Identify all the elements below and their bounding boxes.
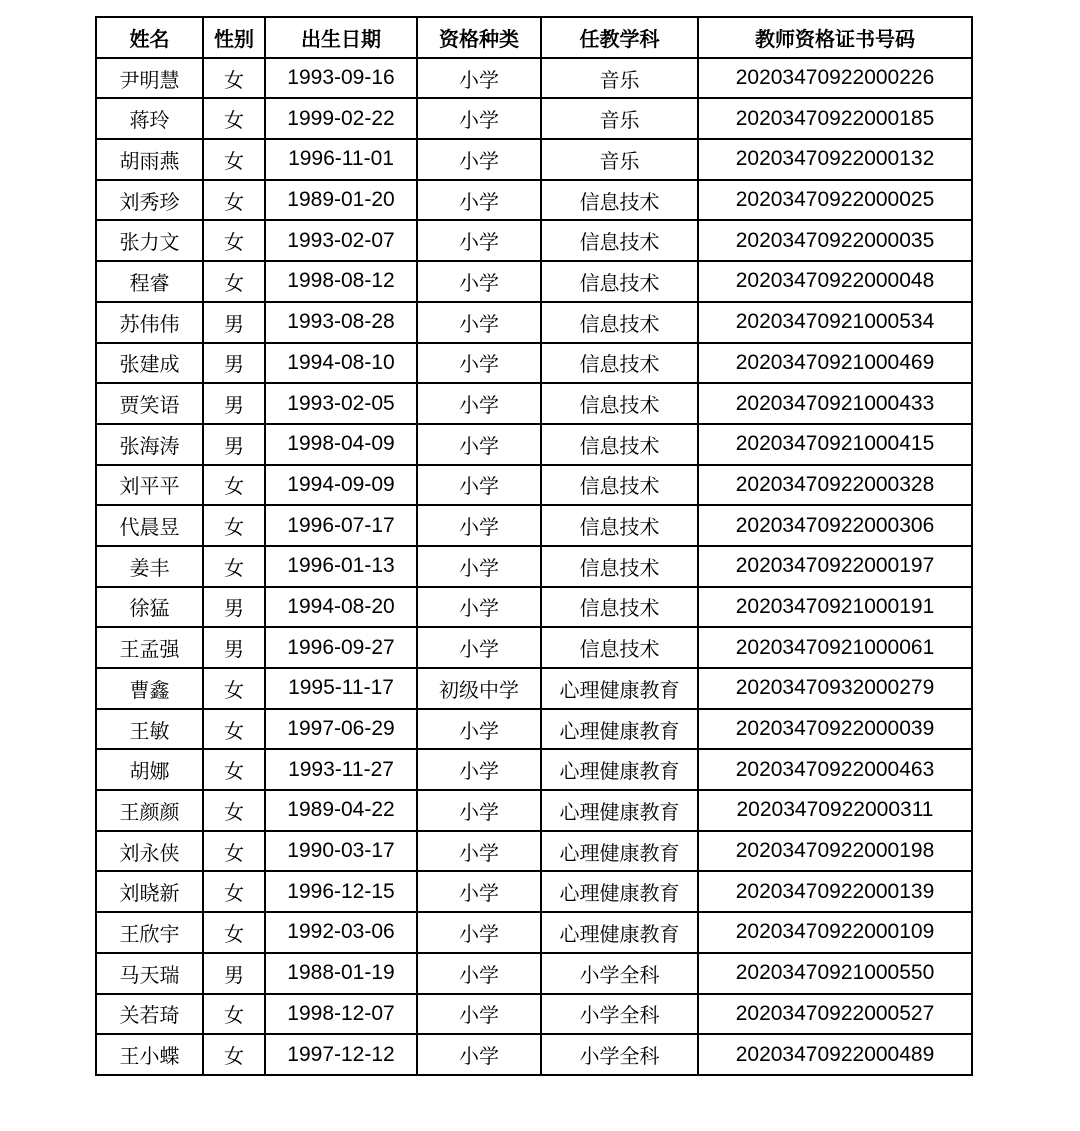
- gender-cell: 男: [203, 424, 265, 465]
- certificate-number-cell: 20203470922000139: [698, 871, 972, 912]
- qualification-type-cell: 小学: [417, 709, 541, 750]
- name-cell: 胡娜: [96, 749, 203, 790]
- table-row: [96, 180, 972, 221]
- name-cell: 王敏: [96, 709, 203, 750]
- teacher-certificate-table: [95, 16, 973, 1076]
- name-cell: 马天瑞: [96, 953, 203, 994]
- subject-cell: 信息技术: [541, 587, 698, 628]
- gender-cell: 女: [203, 58, 265, 99]
- table-row: [96, 220, 972, 261]
- table-row: [96, 749, 972, 790]
- certificate-number-cell: 20203470922000489: [698, 1034, 972, 1075]
- subject-cell: 信息技术: [541, 465, 698, 506]
- table-row: [96, 871, 972, 912]
- qualification-type-cell: 小学: [417, 302, 541, 343]
- table-row: [96, 994, 972, 1035]
- certificate-number-cell: 20203470922000048: [698, 261, 972, 302]
- header-subject: 任教学科: [541, 17, 698, 58]
- certificate-number-cell: 20203470922000025: [698, 180, 972, 221]
- certificate-number-cell: 20203470921000534: [698, 302, 972, 343]
- birth-date-cell: 1996-07-17: [265, 505, 417, 546]
- certificate-number-cell: 20203470922000197: [698, 546, 972, 587]
- certificate-number-cell: 20203470922000109: [698, 912, 972, 953]
- gender-cell: 女: [203, 546, 265, 587]
- table-row: [96, 627, 972, 668]
- table-row: [96, 546, 972, 587]
- qualification-type-cell: 小学: [417, 343, 541, 384]
- name-cell: 王小蝶: [96, 1034, 203, 1075]
- birth-date-cell: 1993-02-07: [265, 220, 417, 261]
- gender-cell: 男: [203, 627, 265, 668]
- certificate-number-cell: 20203470922000226: [698, 58, 972, 99]
- subject-cell: 小学全科: [541, 994, 698, 1035]
- gender-cell: 女: [203, 790, 265, 831]
- certificate-number-cell: 20203470922000527: [698, 994, 972, 1035]
- birth-date-cell: 1993-08-28: [265, 302, 417, 343]
- gender-cell: 女: [203, 98, 265, 139]
- birth-date-cell: 1989-01-20: [265, 180, 417, 221]
- name-cell: 张建成: [96, 343, 203, 384]
- subject-cell: 心理健康教育: [541, 831, 698, 872]
- birth-date-cell: 1988-01-19: [265, 953, 417, 994]
- name-cell: 王颜颜: [96, 790, 203, 831]
- gender-cell: 女: [203, 912, 265, 953]
- name-cell: 关若琦: [96, 994, 203, 1035]
- birth-date-cell: 1998-12-07: [265, 994, 417, 1035]
- birth-date-cell: 1999-02-22: [265, 98, 417, 139]
- table-row: [96, 424, 972, 465]
- table-row: [96, 1034, 972, 1075]
- subject-cell: 信息技术: [541, 180, 698, 221]
- certificate-number-cell: 20203470921000191: [698, 587, 972, 628]
- table-row: [96, 465, 972, 506]
- gender-cell: 女: [203, 139, 265, 180]
- qualification-type-cell: 小学: [417, 790, 541, 831]
- subject-cell: 音乐: [541, 58, 698, 99]
- name-cell: 刘晓新: [96, 871, 203, 912]
- gender-cell: 女: [203, 831, 265, 872]
- table-row: [96, 98, 972, 139]
- birth-date-cell: 1990-03-17: [265, 831, 417, 872]
- table-row: [96, 953, 972, 994]
- subject-cell: 信息技术: [541, 261, 698, 302]
- name-cell: 张力文: [96, 220, 203, 261]
- birth-date-cell: 1993-02-05: [265, 383, 417, 424]
- subject-cell: 音乐: [541, 98, 698, 139]
- qualification-type-cell: 小学: [417, 180, 541, 221]
- birth-date-cell: 1998-08-12: [265, 261, 417, 302]
- name-cell: 刘秀珍: [96, 180, 203, 221]
- subject-cell: 信息技术: [541, 505, 698, 546]
- header-qualification-type: 资格种类: [417, 17, 541, 58]
- gender-cell: 女: [203, 180, 265, 221]
- birth-date-cell: 1994-08-10: [265, 343, 417, 384]
- qualification-type-cell: 小学: [417, 831, 541, 872]
- certificate-number-cell: 20203470922000306: [698, 505, 972, 546]
- subject-cell: 小学全科: [541, 953, 698, 994]
- subject-cell: 心理健康教育: [541, 749, 698, 790]
- name-cell: 张海涛: [96, 424, 203, 465]
- table-header: [96, 17, 972, 58]
- qualification-type-cell: 小学: [417, 953, 541, 994]
- table-row: [96, 58, 972, 99]
- subject-cell: 信息技术: [541, 546, 698, 587]
- birth-date-cell: 1994-09-09: [265, 465, 417, 506]
- gender-cell: 女: [203, 465, 265, 506]
- qualification-type-cell: 小学: [417, 220, 541, 261]
- qualification-type-cell: 小学: [417, 98, 541, 139]
- name-cell: 蒋玲: [96, 98, 203, 139]
- qualification-type-cell: 小学: [417, 871, 541, 912]
- subject-cell: 心理健康教育: [541, 912, 698, 953]
- certificate-number-cell: 20203470922000328: [698, 465, 972, 506]
- name-cell: 曹鑫: [96, 668, 203, 709]
- certificate-number-cell: 20203470922000035: [698, 220, 972, 261]
- gender-cell: 女: [203, 994, 265, 1035]
- header-birth-date: 出生日期: [265, 17, 417, 58]
- subject-cell: 信息技术: [541, 383, 698, 424]
- certificate-number-cell: 20203470922000039: [698, 709, 972, 750]
- gender-cell: 女: [203, 505, 265, 546]
- birth-date-cell: 1989-04-22: [265, 790, 417, 831]
- gender-cell: 女: [203, 1034, 265, 1075]
- table-row: [96, 831, 972, 872]
- table-row: [96, 261, 972, 302]
- gender-cell: 男: [203, 343, 265, 384]
- qualification-type-cell: 小学: [417, 627, 541, 668]
- qualification-type-cell: 初级中学: [417, 668, 541, 709]
- qualification-type-cell: 小学: [417, 749, 541, 790]
- qualification-type-cell: 小学: [417, 994, 541, 1035]
- table-row: [96, 139, 972, 180]
- header-name: 姓名: [96, 17, 203, 58]
- table-row: [96, 505, 972, 546]
- gender-cell: 女: [203, 709, 265, 750]
- header-certificate-number: 教师资格证书号码: [698, 17, 972, 58]
- certificate-number-cell: 20203470922000311: [698, 790, 972, 831]
- gender-cell: 男: [203, 953, 265, 994]
- header-row: [96, 17, 972, 58]
- table-row: [96, 709, 972, 750]
- birth-date-cell: 1995-11-17: [265, 668, 417, 709]
- gender-cell: 女: [203, 220, 265, 261]
- birth-date-cell: 1994-08-20: [265, 587, 417, 628]
- qualification-type-cell: 小学: [417, 465, 541, 506]
- birth-date-cell: 1993-09-16: [265, 58, 417, 99]
- name-cell: 代晨昱: [96, 505, 203, 546]
- birth-date-cell: 1996-09-27: [265, 627, 417, 668]
- qualification-type-cell: 小学: [417, 1034, 541, 1075]
- name-cell: 程睿: [96, 261, 203, 302]
- certificate-number-cell: 20203470921000550: [698, 953, 972, 994]
- gender-cell: 女: [203, 668, 265, 709]
- gender-cell: 女: [203, 749, 265, 790]
- table-row: [96, 912, 972, 953]
- qualification-type-cell: 小学: [417, 587, 541, 628]
- subject-cell: 信息技术: [541, 424, 698, 465]
- gender-cell: 女: [203, 261, 265, 302]
- birth-date-cell: 1996-11-01: [265, 139, 417, 180]
- certificate-number-cell: 20203470921000061: [698, 627, 972, 668]
- subject-cell: 信息技术: [541, 343, 698, 384]
- birth-date-cell: 1993-11-27: [265, 749, 417, 790]
- subject-cell: 信息技术: [541, 302, 698, 343]
- birth-date-cell: 1996-12-15: [265, 871, 417, 912]
- subject-cell: 小学全科: [541, 1034, 698, 1075]
- subject-cell: 音乐: [541, 139, 698, 180]
- name-cell: 贾笑语: [96, 383, 203, 424]
- name-cell: 刘永侠: [96, 831, 203, 872]
- gender-cell: 女: [203, 871, 265, 912]
- certificate-number-cell: 20203470922000185: [698, 98, 972, 139]
- table-row: [96, 383, 972, 424]
- name-cell: 苏伟伟: [96, 302, 203, 343]
- name-cell: 徐猛: [96, 587, 203, 628]
- certificate-number-cell: 20203470932000279: [698, 668, 972, 709]
- certificate-number-cell: 20203470921000415: [698, 424, 972, 465]
- birth-date-cell: 1997-12-12: [265, 1034, 417, 1075]
- qualification-type-cell: 小学: [417, 58, 541, 99]
- table-row: [96, 587, 972, 628]
- subject-cell: 信息技术: [541, 627, 698, 668]
- qualification-type-cell: 小学: [417, 912, 541, 953]
- name-cell: 胡雨燕: [96, 139, 203, 180]
- birth-date-cell: 1998-04-09: [265, 424, 417, 465]
- birth-date-cell: 1997-06-29: [265, 709, 417, 750]
- table-row: [96, 302, 972, 343]
- qualification-type-cell: 小学: [417, 139, 541, 180]
- qualification-type-cell: 小学: [417, 546, 541, 587]
- gender-cell: 男: [203, 302, 265, 343]
- subject-cell: 信息技术: [541, 220, 698, 261]
- subject-cell: 心理健康教育: [541, 871, 698, 912]
- name-cell: 王欣宇: [96, 912, 203, 953]
- subject-cell: 心理健康教育: [541, 790, 698, 831]
- name-cell: 尹明慧: [96, 58, 203, 99]
- certificate-number-cell: 20203470922000463: [698, 749, 972, 790]
- subject-cell: 心理健康教育: [541, 709, 698, 750]
- table-row: [96, 343, 972, 384]
- gender-cell: 男: [203, 383, 265, 424]
- birth-date-cell: 1992-03-06: [265, 912, 417, 953]
- certificate-number-cell: 20203470921000433: [698, 383, 972, 424]
- certificate-number-cell: 20203470922000132: [698, 139, 972, 180]
- qualification-type-cell: 小学: [417, 424, 541, 465]
- certificate-number-cell: 20203470922000198: [698, 831, 972, 872]
- qualification-type-cell: 小学: [417, 505, 541, 546]
- name-cell: 王孟强: [96, 627, 203, 668]
- subject-cell: 心理健康教育: [541, 668, 698, 709]
- name-cell: 姜丰: [96, 546, 203, 587]
- birth-date-cell: 1996-01-13: [265, 546, 417, 587]
- name-cell: 刘平平: [96, 465, 203, 506]
- qualification-type-cell: 小学: [417, 261, 541, 302]
- table-row: [96, 668, 972, 709]
- table-row: [96, 790, 972, 831]
- certificate-number-cell: 20203470921000469: [698, 343, 972, 384]
- gender-cell: 男: [203, 587, 265, 628]
- header-gender: 性别: [203, 17, 265, 58]
- table-body: [96, 58, 972, 1075]
- qualification-type-cell: 小学: [417, 383, 541, 424]
